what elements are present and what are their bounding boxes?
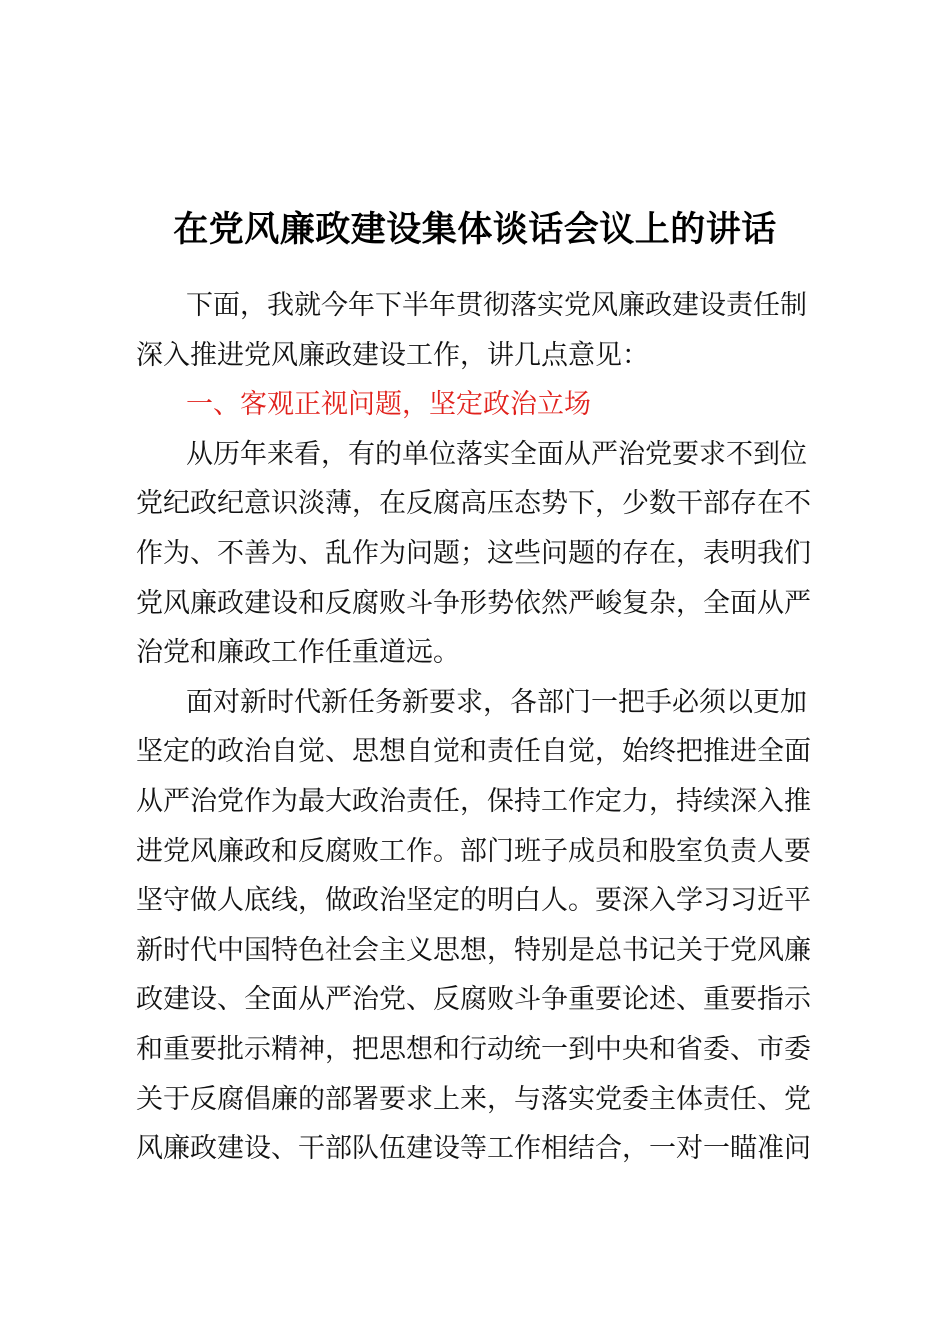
section-heading: 一、客观正视问题，坚定政治立场 xyxy=(186,389,591,421)
paragraph-line: 深入推进党风廉政建设工作，讲几点意见： xyxy=(136,339,649,371)
paragraph-line: 面对新时代新任务新要求，各部门一把手必须以更加 xyxy=(186,686,807,718)
paragraph-line: 和重要批示精神，把思想和行动统一到中央和省委、市委 xyxy=(136,1033,811,1065)
paragraph-line: 进党风廉政和反腐败工作。部门班子成员和股室负责人要 xyxy=(136,835,811,867)
document-body xyxy=(136,281,836,1174)
paragraph-line: 坚守做人底线，做政治坚定的明白人。要深入学习习近平 xyxy=(136,885,811,917)
document-title: 在党风廉政建设集体谈话会议上的讲话 xyxy=(173,210,777,250)
paragraph-line: 作为、不善为、乱作为问题；这些问题的存在，表明我们 xyxy=(136,537,811,569)
paragraph-line: 关于反腐倡廉的部署要求上来，与落实党委主体责任、党 xyxy=(136,1083,811,1115)
paragraph-line: 坚定的政治自觉、思想自觉和责任自觉，始终把推进全面 xyxy=(136,736,811,768)
paragraph-line: 党风廉政建设和反腐败斗争形势依然严峻复杂，全面从严 xyxy=(136,587,811,619)
paragraph-line: 从严治党作为最大政治责任，保持工作定力，持续深入推 xyxy=(136,785,811,817)
paragraph-line: 治党和廉政工作任重道远。 xyxy=(136,637,460,669)
paragraph-line: 风廉政建设、干部队伍建设等工作相结合，一对一瞄准问 xyxy=(136,1133,811,1165)
paragraph-line: 从历年来看，有的单位落实全面从严治党要求不到位 xyxy=(186,438,807,470)
paragraph-line: 下面，我就今年下半年贯彻落实党风廉政建设责任制 xyxy=(186,290,807,321)
paragraph-line: 新时代中国特色社会主义思想，特别是总书记关于党风廉 xyxy=(136,934,811,966)
paragraph-line: 党纪政纪意识淡薄，在反腐高压态势下，少数干部存在不 xyxy=(136,488,811,520)
paragraph-line: 政建设、全面从严治党、反腐败斗争重要论述、重要指示 xyxy=(136,984,811,1016)
